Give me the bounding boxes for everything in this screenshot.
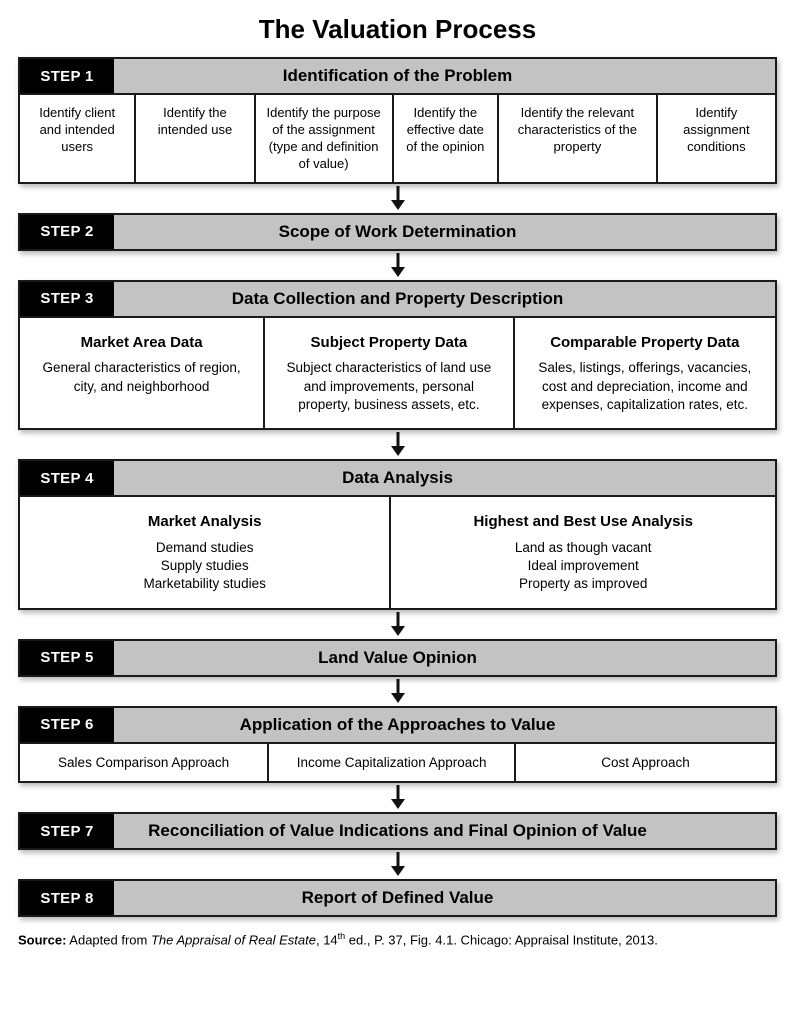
- cell-heading: Subject Property Data: [310, 333, 468, 351]
- cell-text: General characteristics of region, city, and neighborhood: [42, 360, 241, 394]
- step-7-header: [20, 814, 775, 848]
- step-5-title: Land Value Opinion: [318, 647, 477, 667]
- step-1-cell: Identify the effective date of the opinion: [392, 95, 498, 182]
- down-arrow-icon: [391, 612, 405, 636]
- cell-heading: Highest and Best Use Analysis: [473, 513, 693, 531]
- source-work-title: The Appraisal of Real Estate: [150, 932, 316, 948]
- step-3-body: [20, 316, 775, 428]
- step-5-box: [18, 639, 777, 677]
- step-1-cell: Identify assignment conditions: [656, 95, 775, 182]
- step-5-header: [20, 641, 775, 675]
- down-arrow-icon: [391, 432, 405, 456]
- cell-text: Sales, listings, offerings, vacancies, cost and depreciation, income and expenses, capitalization rates, etc.: [538, 360, 752, 412]
- step-1-body: [20, 93, 775, 182]
- step-1-cell: Identify the intended use: [134, 95, 253, 182]
- step-1-box: [18, 57, 777, 184]
- step-7-tag: STEP 7: [20, 814, 114, 848]
- step-4-box: [18, 459, 777, 609]
- flow-arrow: [18, 850, 777, 879]
- source-label: Source:: [18, 932, 67, 948]
- down-arrow-icon: [391, 253, 405, 277]
- step-1-cell: Identify the relevant characteristics of the property: [497, 95, 656, 182]
- step-6-cell: Cost Approach: [514, 744, 775, 782]
- step-1-tag: STEP 1: [20, 59, 114, 93]
- step-4-title: Data Analysis: [342, 468, 453, 488]
- flow-arrow: [18, 610, 777, 639]
- step-4-cell: [20, 497, 389, 607]
- step-2-tag: STEP 2: [20, 215, 114, 249]
- step-6-body: [20, 742, 775, 782]
- step-3-cell: [513, 318, 775, 428]
- flow-arrow: [18, 184, 777, 213]
- cell-line: Marketability studies: [143, 576, 266, 592]
- step-6-cell: Income Capitalization Approach: [267, 744, 514, 782]
- step-2-title: Scope of Work Determination: [278, 221, 517, 241]
- flow-arrow: [18, 251, 777, 280]
- step-6-tag: STEP 6: [20, 708, 114, 742]
- source-text: , 14: [315, 932, 338, 948]
- down-arrow-icon: [391, 852, 405, 876]
- step-3-header: [20, 282, 775, 316]
- flow-arrow: [18, 783, 777, 812]
- step-8-box: [18, 879, 777, 917]
- down-arrow-icon: [391, 186, 405, 210]
- step-3-title: Data Collection and Property Description: [231, 288, 564, 308]
- cell-heading: Market Analysis: [147, 513, 262, 531]
- source-text: ed., P. 37, Fig. 4.1. Chicago: Appraisal Institute, 2013.: [345, 932, 658, 948]
- step-4-tag: STEP 4: [20, 461, 114, 495]
- step-6-cell: Sales Comparison Approach: [58, 754, 230, 770]
- step-4-cell: [389, 497, 775, 607]
- cell-text: Subject characteristics of land use and improvements, personal property, business assets, etc.: [286, 360, 492, 412]
- step-5-tag: STEP 5: [20, 641, 114, 675]
- step-6-box: [18, 706, 777, 784]
- step-4-body: [20, 495, 775, 607]
- step-3-cell: [20, 318, 263, 428]
- source-note: [18, 931, 777, 947]
- step-2-header: [20, 215, 775, 249]
- step-3-cell: [263, 318, 512, 428]
- step-3-tag: STEP 3: [20, 282, 114, 316]
- step-8-title: Report of Defined Value: [301, 888, 494, 908]
- cell-line: Supply studies: [160, 558, 249, 574]
- step-7-box: [18, 812, 777, 850]
- flow-arrow: [18, 677, 777, 706]
- step-6-title: Application of the Approaches to Value: [239, 714, 556, 734]
- source-text: Adapted from: [66, 932, 151, 948]
- cell-line: Demand studies: [155, 539, 254, 555]
- step-1-cell: Identify the purpose of the assignment (type and definition of value): [254, 95, 392, 182]
- cell-line: Land as though vacant: [514, 539, 652, 555]
- flow-arrow: [18, 430, 777, 459]
- step-1-title: Identification of the Problem: [282, 66, 513, 85]
- step-7-title: Reconciliation of Value Indications and Final Opinion of Value: [148, 821, 647, 841]
- step-1-cell: Identify client and intended users: [39, 105, 116, 155]
- step-8-tag: STEP 8: [20, 881, 114, 915]
- step-3-box: [18, 280, 777, 430]
- cell-heading: Comparable Property Data: [550, 333, 740, 351]
- cell-line: Property as improved: [519, 576, 648, 592]
- source-ordinal: th: [337, 931, 346, 942]
- down-arrow-icon: [391, 785, 405, 809]
- step-6-header: [20, 708, 775, 742]
- step-8-header: [20, 881, 775, 915]
- step-4-header: [20, 461, 775, 495]
- step-1-header: [20, 59, 775, 93]
- step-2-box: [18, 213, 777, 251]
- cell-line: Ideal improvement: [527, 558, 639, 574]
- down-arrow-icon: [391, 679, 405, 703]
- cell-heading: Market Area Data: [80, 333, 203, 351]
- page-title: The Valuation Process: [258, 14, 537, 44]
